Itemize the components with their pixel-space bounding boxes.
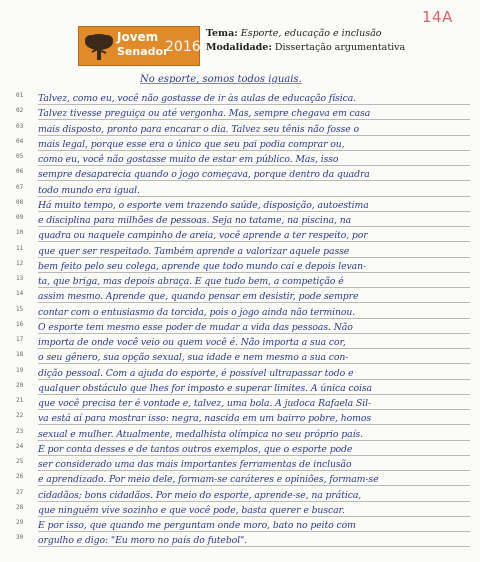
theme-label: Tema: (206, 28, 238, 39)
essay-line (0, 365, 480, 380)
handwritten-text: bem feito pelo seu colega, aprende que todo mundo cai e depois levan- (38, 260, 367, 272)
essay-line (0, 182, 480, 197)
essay-line (0, 136, 480, 151)
line-number: 21 (16, 397, 24, 404)
theme-value: Esporte, educação e inclusão (240, 28, 382, 39)
essay-title: No esporte, somos todos iguais. (140, 74, 302, 85)
essay-line (0, 166, 480, 181)
essay-line (0, 197, 480, 212)
line-number: 28 (16, 503, 24, 511)
essay-line (0, 243, 480, 258)
logo-title-line1: Jovem (117, 30, 159, 44)
line-number: 19 (16, 366, 24, 374)
handwritten-text: que você precisa ter é vontade e, talvez, uma bola. A judoca Rafaela Sil- (38, 398, 372, 409)
essay-line (0, 471, 480, 486)
line-number: 12 (16, 259, 24, 267)
essay-line (0, 502, 480, 517)
essay-line (0, 395, 480, 410)
line-number: 05 (16, 153, 24, 160)
handwritten-text: mais disposto, pronto para encarar o dia. Talvez seu tênis não fosse o (38, 123, 360, 135)
essay-line (0, 349, 480, 364)
essay-line (0, 410, 480, 425)
line-number: 03 (16, 122, 24, 130)
line-number: 26 (16, 473, 24, 481)
essay-line (0, 105, 480, 120)
essay-line (0, 441, 480, 456)
handwritten-text: Talvez tivesse preguiça ou até vergonha. Mas, sempre chegava em casa (38, 108, 371, 120)
line-number: 18 (16, 351, 24, 359)
essay-line (0, 90, 480, 105)
logo-title-line2: Senador (117, 45, 169, 58)
line-number: 13 (16, 275, 24, 282)
essay-line (0, 212, 480, 227)
essay-line (0, 487, 480, 502)
handwritten-text: ser considerado uma das mais importantes ferramentas de inclusão (38, 459, 352, 470)
line-number: 29 (16, 519, 24, 526)
line-number: 23 (16, 427, 24, 435)
logo-year: 2016 (165, 39, 201, 55)
line-number: 07 (16, 183, 24, 191)
handwritten-text: cidadãos; bons cidadãos. Por meio do esporte, aprende-se, na prática, (38, 489, 362, 501)
handwritten-text: o seu gênero, sua opção sexual, sua idade e nem mesmo a sua con- (38, 352, 349, 364)
essay-line (0, 319, 480, 334)
line-number: 20 (16, 381, 24, 389)
handwritten-text: ta, que briga, mas depois abraça. E que tudo bem, a competição é (38, 276, 344, 287)
handwritten-text: todo mundo era igual. (38, 184, 140, 196)
essay-line (0, 227, 480, 242)
line-number: 04 (16, 137, 24, 145)
line-number: 27 (16, 488, 24, 496)
line-number: 24 (16, 442, 24, 450)
handwritten-text: e aprendizado. Por meio dele, formam-se caráteres e opiniões, formam-se (38, 474, 379, 486)
handwritten-text: orgulho e digo: "Eu moro no país do futebol". (38, 535, 248, 547)
ruled-line (38, 546, 470, 547)
handwritten-text: contar com o entusiasmo da torcida, pois o jogo ainda não terminou. (38, 306, 356, 318)
essay-line (0, 517, 480, 532)
essay-line (0, 121, 480, 136)
essay-line (0, 426, 480, 441)
essay-line (0, 456, 480, 471)
theme-line (206, 28, 381, 39)
line-number: 25 (16, 458, 24, 465)
handwritten-text: e disciplina para milhões de pessoas. Seja no tatame, na piscina, na (38, 215, 352, 226)
essay-line (0, 258, 480, 273)
line-number: 08 (16, 198, 24, 206)
tree-icon (82, 30, 116, 64)
essay-line (0, 304, 480, 319)
jovem-senador-logo (78, 26, 200, 66)
handwritten-text: sempre desaparecia quando o jogo começava, porque dentro da quadra (38, 169, 370, 181)
line-number: 30 (16, 534, 24, 542)
essay-line (0, 380, 480, 395)
handwritten-text: mais legal, porque esse era o único que seu pai podia comprar ou, (38, 138, 345, 150)
handwritten-text: como eu, você não gostasse muito de estar em público. Mas, isso (38, 154, 339, 165)
handwritten-text: quadra ou naquele campinho de areia, você aprende a ter respeito, por (38, 230, 368, 242)
line-number: 14 (16, 290, 24, 298)
essay-code-stamp: 14A (422, 8, 453, 26)
handwritten-text: que quer ser respeitado. Também aprende a valorizar aquele passe (38, 245, 350, 257)
handwritten-text: sexual e mulher. Atualmente, medalhista olímpica no seu próprio país. (38, 428, 363, 440)
modality-label: Modalidade: (206, 42, 272, 53)
handwritten-text: E por isso, que quando me perguntam onde moro, bato no peito com (38, 520, 356, 531)
handwritten-text: É por conta desses e de tantos outros exemplos, que o esporte pode (38, 443, 353, 455)
line-number: 16 (16, 320, 24, 328)
essay-line (0, 273, 480, 288)
handwritten-text: va está aí para mostrar isso: negra, nascida em um bairro pobre, homos (38, 413, 372, 425)
line-number: 22 (16, 412, 24, 420)
line-number: 01 (16, 92, 24, 99)
handwritten-text: importa de onde você veio ou quem você é. Não importa a sua cor, (38, 337, 346, 348)
line-number: 15 (16, 305, 24, 313)
line-number: 17 (16, 336, 24, 343)
modality-value: Dissertação argumentativa (274, 42, 406, 53)
line-number: 09 (16, 214, 24, 221)
essay-line (0, 532, 480, 547)
essay-line (0, 151, 480, 166)
line-number: 11 (16, 244, 24, 252)
handwritten-text: Talvez, como eu, você não gostasse de ir às aulas de educação física. (38, 93, 357, 104)
essay-line (0, 334, 480, 349)
line-number: 02 (16, 107, 24, 115)
line-number: 10 (16, 229, 24, 237)
handwritten-text: assim mesmo. Aprende que, quando pensar em desistir, pode sempre (38, 291, 359, 303)
modality-line (206, 42, 405, 53)
line-number: 06 (16, 168, 24, 176)
handwritten-text: O esporte tem mesmo esse poder de mudar a vida das pessoas. Não (38, 321, 353, 333)
handwritten-text: Há muito tempo, o esporte vem trazendo saúde, disposição, autoestima (38, 199, 369, 211)
handwritten-text: que ninguém vive sozinho e que você pode, basta querer e buscar. (38, 504, 345, 516)
handwritten-text: dição pessoal. Com a ajuda do esporte, é possível ultrapassar todo e (38, 367, 354, 379)
essay-line (0, 288, 480, 303)
handwritten-text: qualquer obstáculo que lhes for imposto e superar limites. A única coisa (38, 382, 372, 394)
